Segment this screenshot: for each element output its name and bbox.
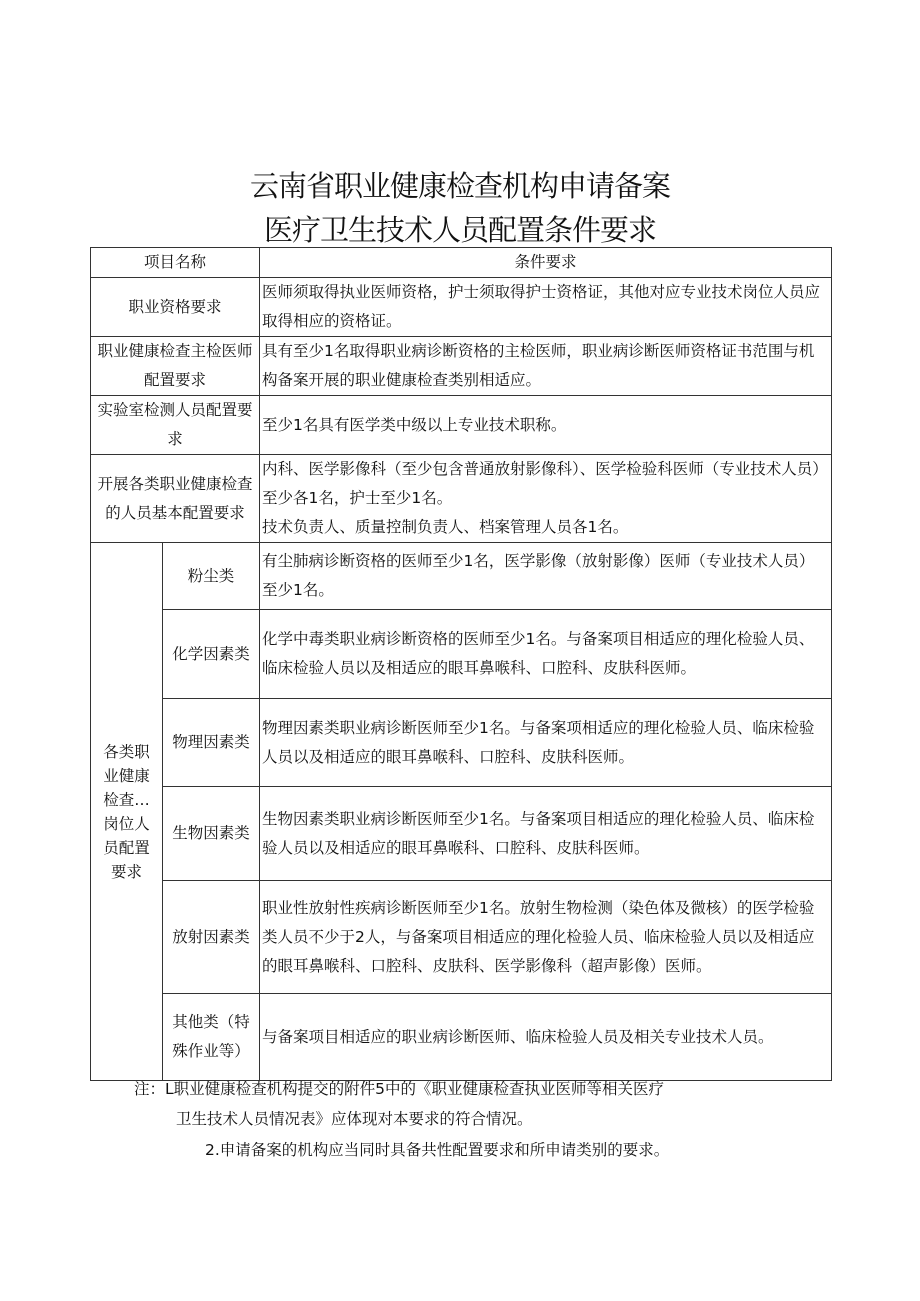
document-title-line-1: 云南省职业健康检查机构申请备案 — [249, 169, 670, 203]
row-req-radiation: 职业性放射性疾病诊断医师至少1名。放射生物检测（染色体及微核）的医学检验类人员不少于2人，与备案项目相适应的理化检验人员、临床检验人员以及相适应的眼耳鼻喉科、口腔科、皮肤科、医学影像科（超声影像）医师。 — [260, 881, 832, 994]
row-name-dust: 粉尘类 — [163, 543, 260, 610]
row-req-chemical: 化学中毒类职业病诊断资格的医师至少1名。与备案项目相适应的理化检验人员、临床检验人员以及相适应的眼耳鼻喉科、口腔科、皮肤科医师。 — [260, 610, 832, 699]
note-2: 2.申请备案的机构应当同时具备共性配置要求和所申请类别的要求。 — [205, 1141, 670, 1159]
row-name-radiation: 放射因素类 — [163, 881, 260, 994]
row-name-category-group: 各类职业健康检查…岗位人员配置要求 — [91, 543, 163, 1081]
row-req-dust: 有尘肺病诊断资格的医师至少1名，医学影像（放射影像）医师（专业技术人员）至少1名。 — [260, 543, 832, 610]
basic-req-line-2: 技术负责人、质量控制负责人、档案管理人员各1名。 — [262, 518, 629, 536]
table-row — [91, 396, 832, 455]
table-row — [91, 543, 832, 610]
table-row — [91, 787, 832, 881]
row-name-lab: 实验室检测人员配置要求 — [91, 396, 260, 455]
table-row — [91, 278, 832, 337]
table-row — [91, 994, 832, 1081]
row-req-physical: 物理因素类职业病诊断医师至少1名。与备案项相适应的理化检验人员、临床检验人员以及相适应的眼耳鼻喉科、口腔科、皮肤科医师。 — [260, 699, 832, 787]
row-name-basic: 开展各类职业健康检查的人员基本配置要求 — [91, 455, 260, 543]
row-name-biological: 生物因素类 — [163, 787, 260, 881]
note-1-continued: 卫生技术人员情况表》应体现对本要求的符合情况。 — [176, 1110, 533, 1128]
table-header-row — [91, 248, 832, 278]
row-name-qualification: 职业资格要求 — [91, 278, 260, 337]
row-name-chemical: 化学因素类 — [163, 610, 260, 699]
table-row — [91, 881, 832, 994]
row-req-basic — [260, 455, 832, 543]
table-row — [91, 610, 832, 699]
row-name-other: 其他类（特殊作业等） — [163, 994, 260, 1081]
document-title-line-2: 医疗卫生技术人员配置条件要求 — [263, 213, 656, 247]
header-requirement: 条件要求 — [260, 248, 832, 278]
note-1: 注：L职业健康检查机构提交的附件5中的《职业健康检查执业医师等相关医疗 — [134, 1080, 664, 1098]
row-name-chief-doctor: 职业健康检查主检医师配置要求 — [91, 337, 260, 396]
table-row — [91, 455, 832, 543]
row-req-biological: 生物因素类职业病诊断医师至少1名。与备案项目相适应的理化检验人员、临床检验人员以及相适应的眼耳鼻喉科、口腔科、皮肤科医师。 — [260, 787, 832, 881]
table-row — [91, 699, 832, 787]
row-req-lab: 至少1名具有医学类中级以上专业技术职称。 — [260, 396, 832, 455]
header-item-name: 项目名称 — [91, 248, 260, 278]
staffing-requirements-table — [90, 247, 832, 1081]
basic-req-line-1: 内科、医学影像科（至少包含普通放射影像科）、医学检验科医师（专业技术人员）至少各1名，护士至少1名。 — [262, 460, 828, 507]
row-req-qualification: 医师须取得执业医师资格，护士须取得护士资格证，其他对应专业技术岗位人员应取得相应的资格证。 — [260, 278, 832, 337]
table-row — [91, 337, 832, 396]
row-req-other: 与备案项目相适应的职业病诊断医师、临床检验人员及相关专业技术人员。 — [260, 994, 832, 1081]
row-name-physical: 物理因素类 — [163, 699, 260, 787]
row-req-chief-doctor: 具有至少1名取得职业病诊断资格的主检医师，职业病诊断医师资格证书范围与机构备案开展的职业健康检查类别相适应。 — [260, 337, 832, 396]
